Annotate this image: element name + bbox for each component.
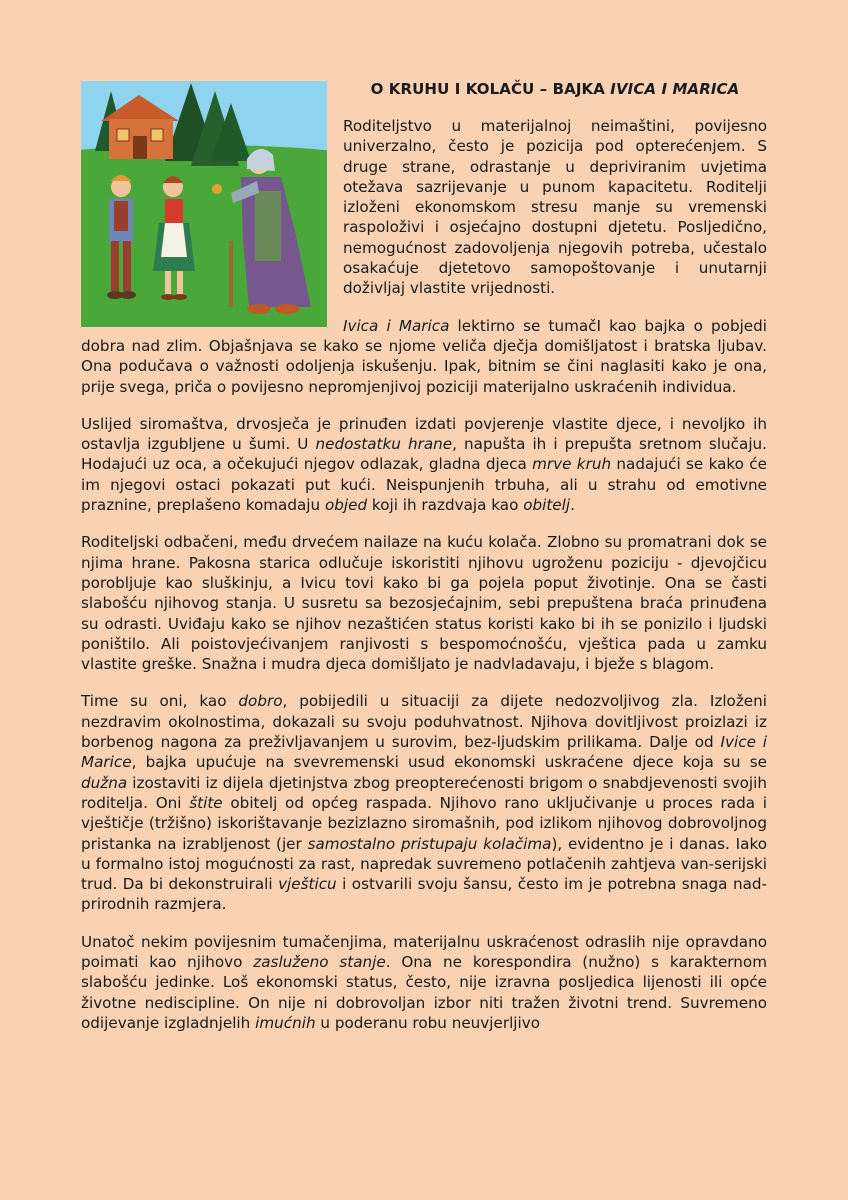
title-main: O KRUHU I KOLAČU – BAJKA [370, 80, 611, 98]
paragraph-3: Uslijed siromaštva, drvosječa je prinuđen izdati povjerenje vlastite djece, i nevoljko ih ostavlja izgubljene u šumi. U nedostatku hrane, napušta ih i prepušta sretnom slučaju. Hodajući uz oca, a očekujući njegov odlazak, gladna djeca mrve kruh nadajući se kako će im njegovi ostaci pokazati put kući. Neispunjenih trbuha, ali u strahu od emotivne praznine, preplašeno komadaju objed koji ih razdvaja kao obitelj. [81, 414, 767, 515]
paragraph-5: Time su oni, kao dobro, pobijedili u situaciji za dijete nedozvoljivog zla. Izloženi nezdravim okolnostima, dokazali su svoju poduhvatnost. Njihova dovitljivost proizlazi iz borbenog nagona za preživljavanjem u surovim, bez-ljudskim prilikama. Dalje od Ivice i Marice, bajka upućuje na svevremenski usud ekonomski uskraćene djece koja su se dužna izostaviti iz dijela djetinjstva zbog preopterećenosti brigom o snabdjevenosti svojih roditelja. Oni štite obitelj od općeg raspada. Njihovo rano uključivanje u proces rada i vještičje (tržišno) iskorištavanje bezizlazno siromašnih, pod izlikom njihovog dobrovoljnog pristanka na izrabljenost (jer samostalno pristupaju kolačima), evidentno je i danas. Iako u formalno istoj mogućnosti za rast, napredak suvremeno potlačenih zahtjeva van-serijski trud. Da bi dekonstruirali vješticu i ostvarili svoju šansu, često im je potrebna snaga nad-prirodnih razmjera. [81, 692, 767, 914]
paragraph-2: Ivica i Marica lektirno se tumačI kao bajka o pobjedi dobra nad zlim. Objašnjava se kako se njome veliča dječja domišljatost i bratska ljubav. Ona podučava o važnosti odoljenja iskušenju. Ipak, bitnim se čini naglasiti kako je ona, prije svega, priča o povijesno nepromjenjivoj poziciji materijalno uskraćenih individua. [81, 316, 768, 396]
page-title [340, 80, 770, 98]
paragraph-6: Unatoč nekim povijesnim tumačenjima, materijalnu uskraćenost odraslih nije opravdano poimati kao njihovo zasluženo stanje. Ona ne korespondira (nužno) s karakternom slabošću jedinke. Loš ekonomski status, često, nije izravna posljedica lijenosti ili opće životne nediscipline. On nije ni dobrovoljan izbor niti tražen životni trend. Suvremeno odijevanje izgladnjelih imućnih u poderanu robu neuvjerljivo [81, 932, 767, 1032]
article-body [81, 116, 767, 1050]
illustration-wrap-spacer [81, 116, 343, 328]
paragraph-1: Roditeljstvo u materijalnoj neimaštini, povijesno univerzalno, često je pozicija pod opterećenjem. S druge strane, odrastanje u depriviranim uvjetima otežava sazrijevanje u punom kapacitetu. Roditelji izloženi ekonomskom stresu manje su vremenski raspoloživi i osjećajno dostupni djetetu. Posljedično, nemogućnost zadovoljenja njegovih potreba, učestalo osakaćuje djetetovo samopoštovanje i unutarnji doživljaj vlastite vrijednosti. [343, 117, 767, 298]
paragraph-4: Roditeljski odbačeni, među drvećem nailaze na kuću kolača. Zlobno su promatrani dok se njima hrane. Pakosna starica odlučuje iskoristiti njihovu ugroženu poziciju - djevojčicu porobljuje kao sluškinju, a Ivicu tovi kako bi ga pojela poput životinje. Ona se časti slabošću njihovog stanja. U susretu sa bezosjećajnim, sebi prepuštena braća prinuđena su odrasti. Uviđaju kako se njihov nezaštićen status koristi kako bi ih se ponizilo i ljudski poništilo. Ali poistovjećivanjem ranjivosti s bespomoćnošću, vještica pada u zamku vlastite greške. Snažna i mudra djeca domišljato je nadvladavaju, i bježe s blagom. [81, 533, 767, 674]
title-italic: IVICA I MARICA [610, 80, 740, 98]
